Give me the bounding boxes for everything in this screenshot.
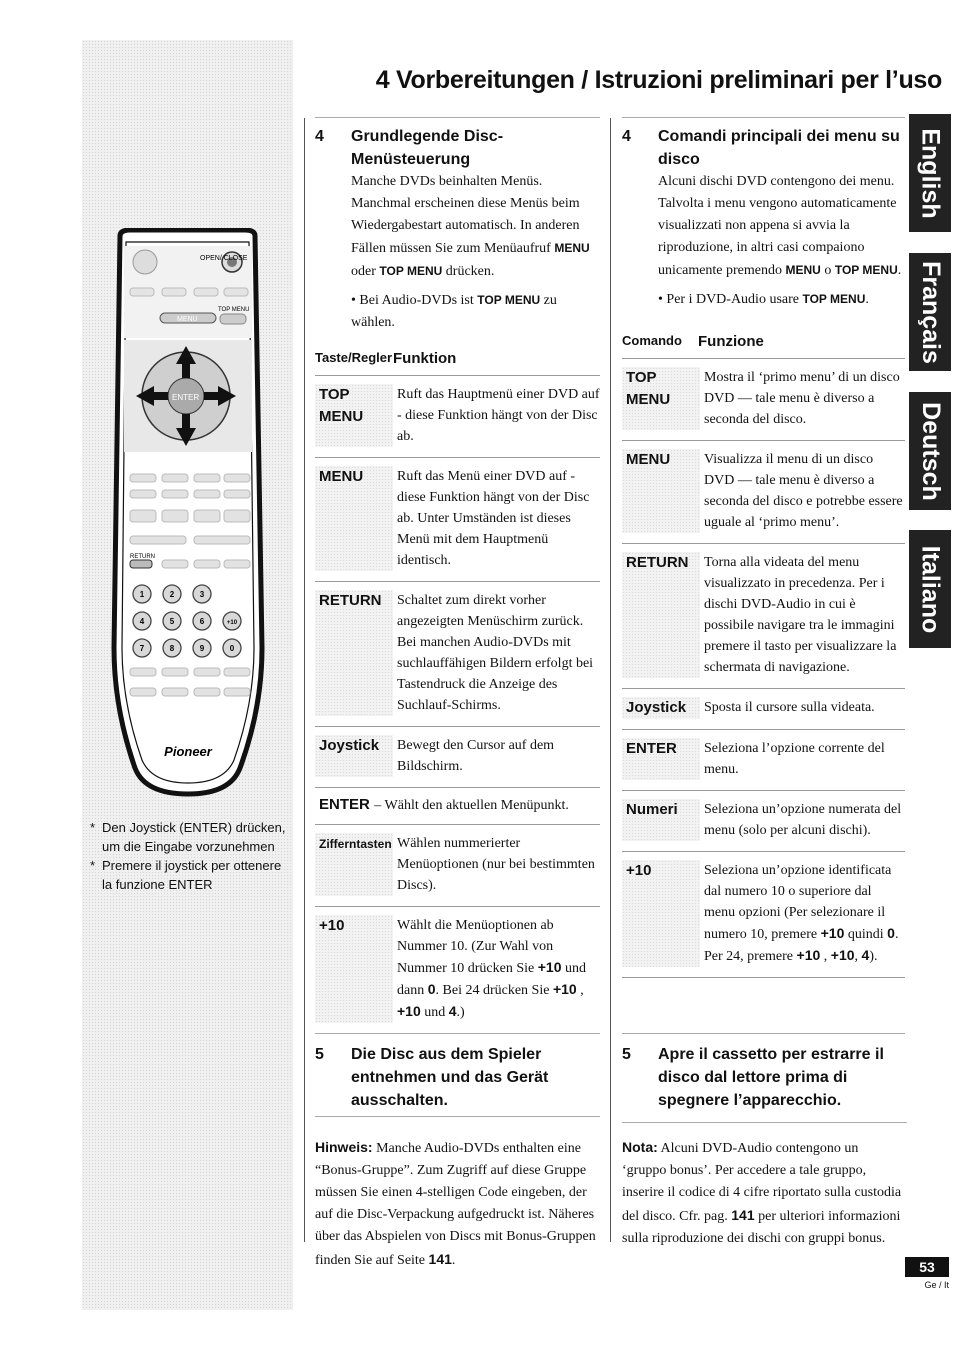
note-it: Nota: Alcuni DVD-Audio contengono un ‘gruppo bonus’. Per accedere a tale gruppo, inserire il codice di 4 cifre riportato sulla custodia del disco. Cfr. pag. 141 per ulteriori informazioni sulla riproduzione dei dischi con gruppi bonus. (622, 1139, 902, 1246)
page-language-code: Ge / It (924, 1280, 949, 1290)
table-row: Numeri Seleziona un’opzione numerata del menu (solo per alcuni dischi). (622, 791, 905, 852)
page-number: 53 (905, 1257, 949, 1277)
remote-captions (90, 818, 290, 894)
top-rule-it (622, 117, 905, 118)
page-title: 4 Vorbereitungen / Istruzioni preliminari per l’uso (375, 66, 942, 94)
table-row: Joystick Bewegt den Cursor auf dem Bildschirm. (315, 727, 600, 788)
section-5-heading-it: 5 Apre il cassetto per estrarre il disco dal lettore prima di spegnere l’apparecchio. (622, 1046, 884, 1109)
svg-text:1: 1 (139, 590, 145, 599)
table-row: MENU Ruft das Menü einer DVD auf - diese Funktion hängt von der Disc ab. Unter Umständen ist dieses Menü mit dem Hauptmenü identisch. (315, 458, 600, 582)
section-4-bullet-it: • Per i DVD-Audio usare TOP MENU. (658, 292, 869, 307)
caption-it: * Premere il joystick per ottenere la funzione ENTER (90, 858, 282, 892)
column-german (315, 125, 600, 1034)
svg-text:8: 8 (169, 644, 175, 653)
sec5-rule-bottom-it (622, 1122, 907, 1123)
svg-text:5: 5 (169, 617, 175, 626)
note-label-it: Nota: (622, 1139, 658, 1155)
svg-text:0: 0 (229, 644, 235, 653)
top-rule-de (315, 117, 600, 118)
enter-label: ENTER (172, 393, 200, 402)
section-5-de (315, 1043, 600, 1112)
function-table-de (315, 350, 600, 1034)
column-italian (622, 125, 905, 978)
svg-text:+10: +10 (226, 620, 238, 626)
table-row: Zifferntasten Wählen nummerierter Menüoptionen (nur bei bestimmten Discs). (315, 825, 600, 907)
lang-tab-english[interactable]: English (909, 114, 951, 232)
svg-text:2: 2 (169, 590, 175, 599)
open-close-label: OPEN/ CLOSE (200, 255, 248, 262)
section-4-intro-it: Alcuni dischi DVD contengono dei menu. Talvolta i menu vengono automaticamente visualizzati non appena si avvia la riproduzione, in altri casi compaiono unicamente premendo MENU o TOP MENU. (658, 174, 902, 278)
sec5-rule-top-it (622, 1033, 905, 1034)
table-row: ENTER – Wählt den aktuellen Menüpunkt. (315, 788, 600, 825)
lang-tab-deutsch[interactable]: Deutsch (909, 392, 951, 510)
note-label-de: Hinweis: (315, 1139, 373, 1155)
menu-label: MENU (177, 316, 198, 323)
table-row: MENU Visualizza il menu di un disco DVD — tale menu è diverso a seconda del disco e potrebbe essere uguale al ‘primo menu’. (622, 441, 905, 544)
note-de: Hinweis: Manche Audio-DVDs enthalten eine “Bonus-Gruppe”. Zum Zugriff auf diese Gruppe müssen Sie einen 4-stelligen Code eingeben, der auf die Disc-Verpackung aufgedruckt ist. Näheres über das Abspielen von Discs mit Bonus-Gruppen finden Sie auf Seite 141. (315, 1139, 596, 1268)
section-4-heading-it: 4 Comandi principali dei menu su disco (622, 128, 900, 168)
section-4-heading-de: 4 Grundlegende Disc-Menüsteuerung (315, 128, 504, 168)
svg-text:4: 4 (139, 617, 145, 626)
table-row: TOP MENU Mostra il ‘primo menu’ di un disco DVD — tale menu è diverso a seconda del disco. (622, 359, 905, 441)
svg-text:6: 6 (199, 617, 205, 626)
table-row: TOP MENU Ruft das Hauptmenü einer DVD auf - diese Funktion hängt von der Disc ab. (315, 376, 600, 458)
table-header-de: Taste/Regler Funktion (315, 350, 600, 376)
brand-logo: Pioneer (164, 744, 212, 759)
table-row: ENTER Seleziona l’opzione corrente del menu. (622, 730, 905, 791)
column-divider-middle (610, 118, 611, 1242)
svg-text:3: 3 (199, 590, 205, 599)
table-header-it: Comando Funzione (622, 333, 905, 359)
sec5-rule-top-de (315, 1033, 600, 1034)
table-row: +10 Wählt die Menüoptionen ab Nummer 10. (Zur Wahl von Nummer 10 drücken Sie +10 und dann 0. Bei 24 drücken Sie +10 , +10 und 4.) (315, 907, 600, 1034)
section-4-bullet-de: • Bei Audio-DVDs ist TOP MENU zu wählen. (351, 293, 557, 330)
sec5-rule-bottom-de (315, 1116, 600, 1117)
caption-de: * Den Joystick (ENTER) drücken, um die Eingabe vorzunehmen (90, 820, 286, 854)
svg-text:9: 9 (199, 644, 205, 653)
function-table-it (622, 333, 905, 978)
svg-text:7: 7 (139, 644, 145, 653)
section-4-intro-de: Manche DVDs beinhalten Menüs. Manchmal erscheinen diese Menüs beim Wiedergabestart automatisch. In anderen Fällen müssen Sie zum Menüaufruf MENU oder TOP MENU drücken. (351, 174, 590, 279)
return-label: RETURN (130, 554, 155, 560)
table-row: Joystick Sposta il cursore sulla videata. (622, 689, 905, 730)
section-5-it (622, 1043, 905, 1112)
column-divider-left (304, 118, 305, 1242)
section-5-heading-de: 5 Die Disc aus dem Spieler entnehmen und das Gerät ausschalten. (315, 1046, 549, 1109)
lang-tab-italiano[interactable]: Italiano (909, 530, 951, 648)
table-row: RETURN Torna alla videata del menu visualizzato in precedenza. Per i dischi DVD-Audio in cui è possibile navigare tra le immagini premere il tasto per visualizzare la schermata di navigazione. (622, 544, 905, 689)
return-button (130, 560, 152, 568)
top-menu-label: TOP MENU (218, 307, 250, 313)
lang-tab-francais[interactable]: Français (909, 253, 951, 371)
table-row: RETURN Schaltet zum direkt vorher angezeigten Menüschirm zurück. Bei manchen Audio-DVDs mit suchlauffähigen Bildern erfolgt bei Tastendruck die Anzeige des Suchlauf-Schirms. (315, 582, 600, 727)
table-row: +10 Seleziona un’opzione identificata dal numero 10 o superiore dal menu opzioni (Per selezionare il numero 10, premere +10 quindi 0. Per 24, premere +10 , +10, 4). (622, 852, 905, 978)
remote-control-illustration (100, 228, 275, 800)
